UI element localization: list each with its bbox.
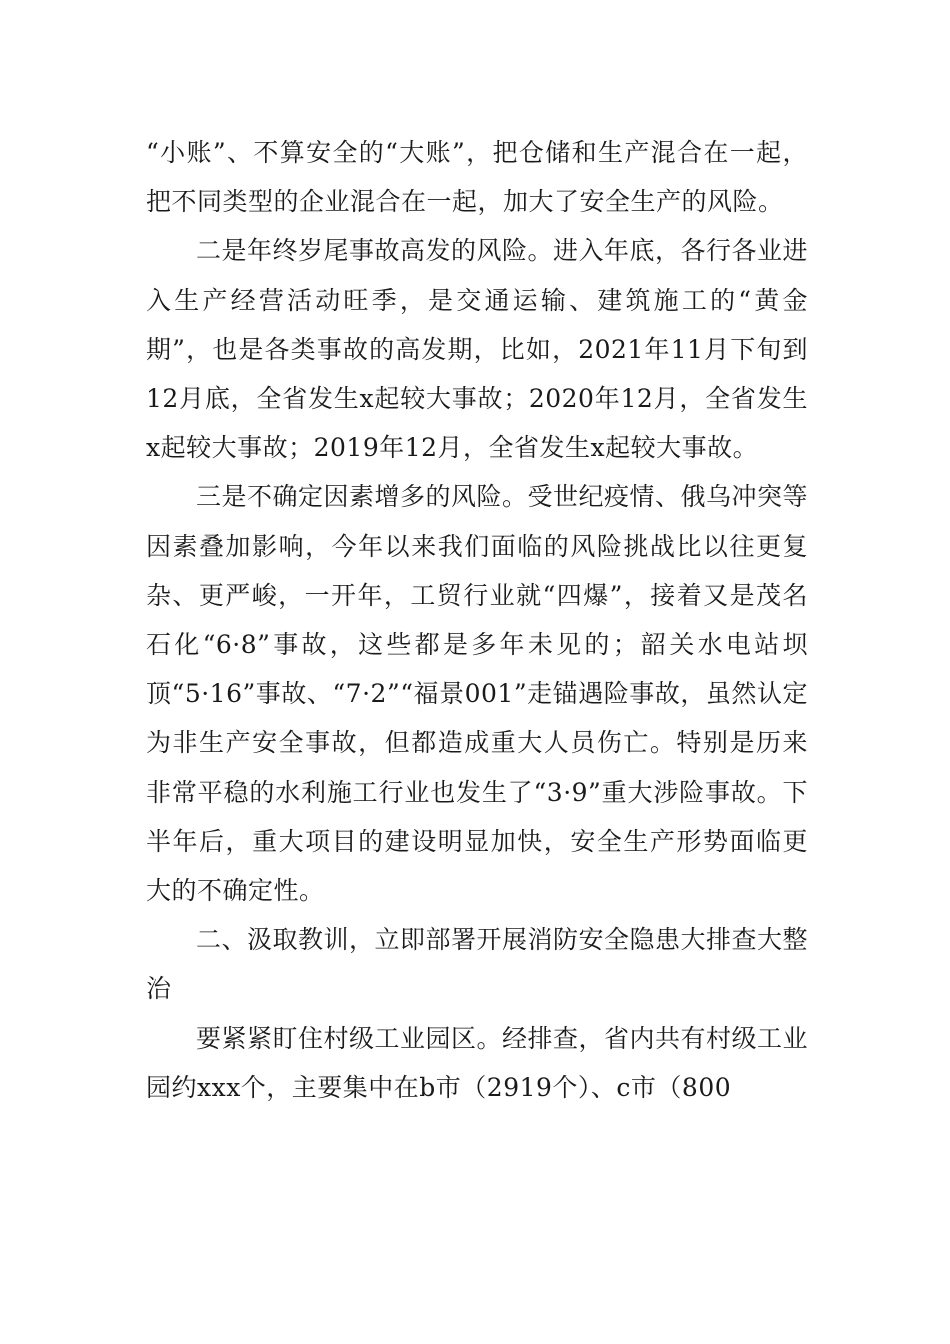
paragraph-continuation: “小账”、不算安全的“大账”，把仓储和生产混合在一起，把不同类型的企业混合在一起，加大了安全生产的风险。 bbox=[146, 138, 808, 217]
paragraph-year-end-risk: 二是年终岁尾事故高发的风险。进入年底，各行各业进入生产经营活动旺季，是交通运输、建筑施工的“黄金期”，也是各类事故的高发期，比如，2021年11月下旬到12月底，全省发生x起较大事故；2020年12月，全省发生x起较大事故；2019年12月，全省发生x起较大事故。 bbox=[146, 236, 809, 463]
paragraph-industrial-parks: 要紧紧盯住村级工业园区。经排查，省内共有村级工业园约xxx个，主要集中在b市（2919个）、c市（800 bbox=[146, 1023, 809, 1102]
section-heading-2: 二、汲取教训，立即部署开展消防安全隐患大排查大整治 bbox=[146, 925, 809, 1004]
document-body bbox=[146, 128, 808, 1112]
paragraph-uncertainty-risk: 三是不确定因素增多的风险。受世纪疫情、俄乌冲突等因素叠加影响，今年以来我们面临的风险挑战比以往更复杂、更严峻，一开年，工贸行业就“四爆”，接着又是茂名石化“6·8”事故，这些都是多年未见的；韶关水电站坝顶“5·16”事故、“7·2”“福景001”走锚遇险事故，虽然认定为非生产安全事故，但都造成重大人员伤亡。特别是历来非常平稳的水利施工行业也发生了“3·9”重大涉险事故。下半年后，重大项目的建设明显加快，安全生产形势面临更大的不确定性。 bbox=[146, 482, 809, 906]
